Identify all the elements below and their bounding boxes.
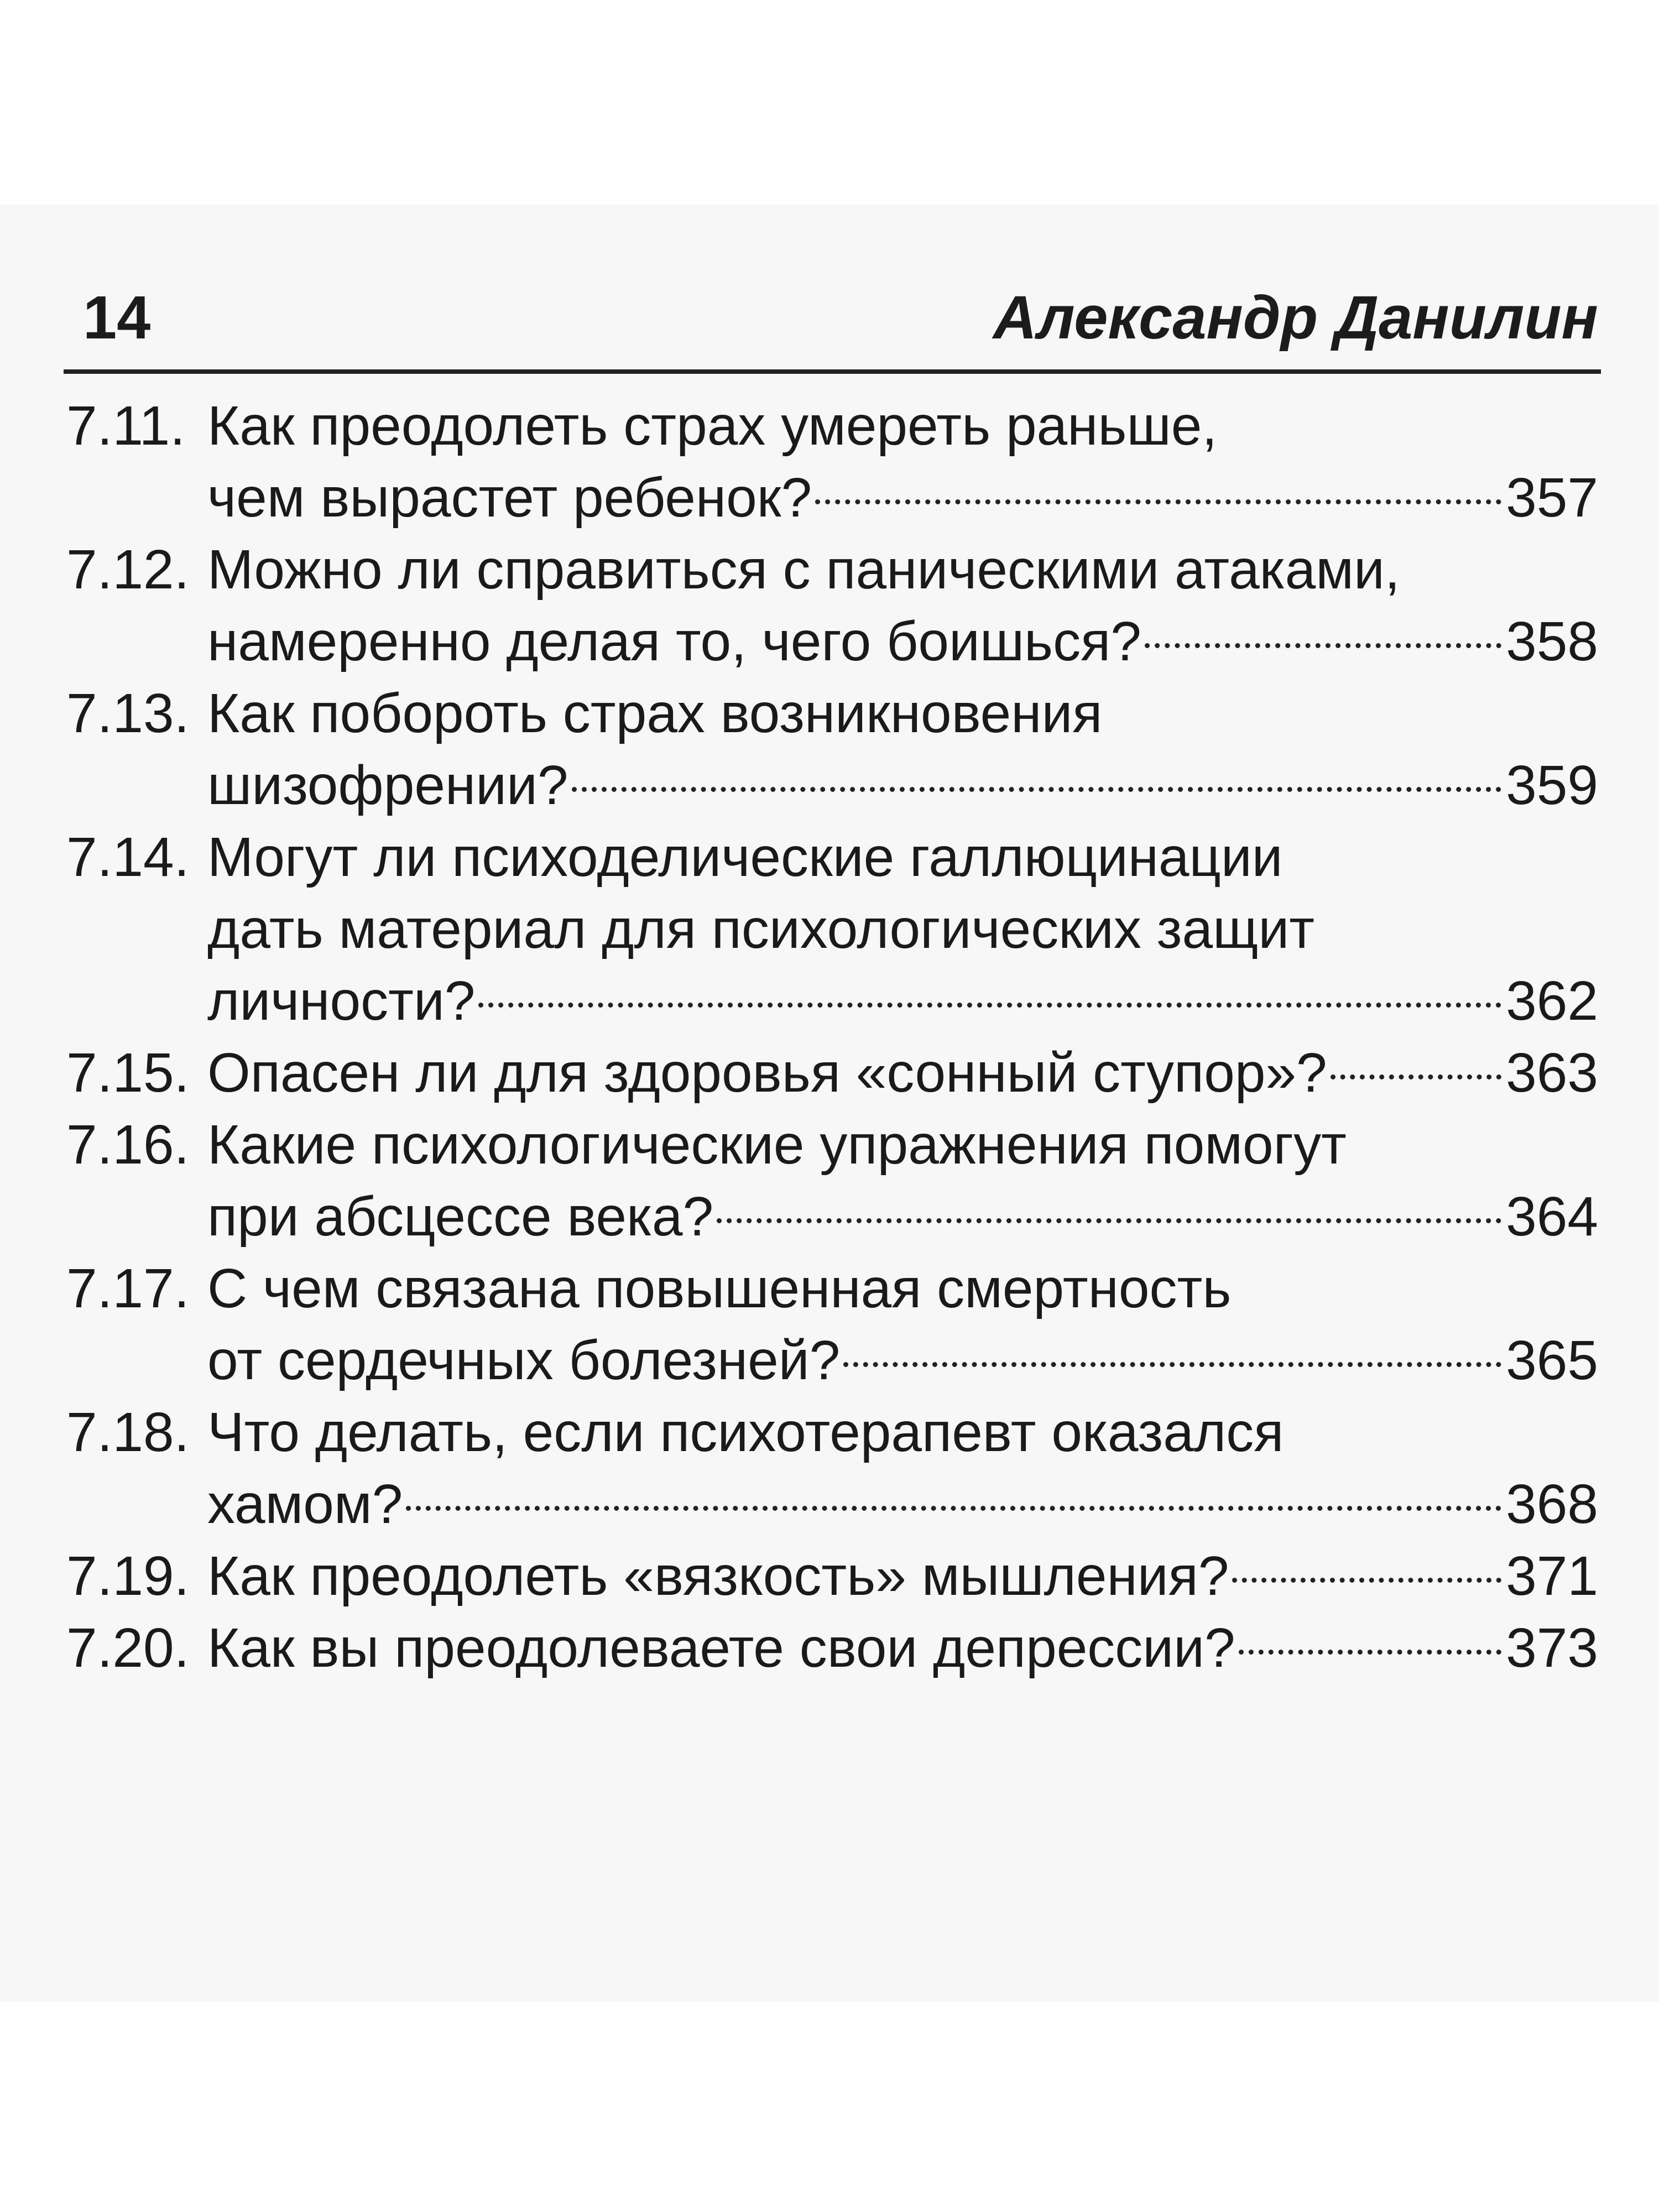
toc-entry-title: Опасен ли для здоровья «сонный ступор»? [207, 1042, 1327, 1104]
toc-entry-title: Могут ли психоделические галлюцинации [207, 826, 1283, 888]
toc-line [66, 965, 1598, 1037]
toc-entry-title: чем вырастет ребенок? [207, 467, 812, 529]
toc-line [66, 1396, 1598, 1468]
toc-entry-title: хамом? [207, 1473, 403, 1535]
toc-entry-title: Как побороть страх возникновения [207, 682, 1103, 744]
toc-entry [66, 1396, 1598, 1540]
dot-leader [1331, 1074, 1501, 1079]
toc-entry-number: 7.15. [66, 1042, 190, 1104]
toc-page-number: 371 [1506, 1545, 1598, 1607]
toc-entry [66, 534, 1598, 677]
toc-entry-number: 7.16. [66, 1114, 190, 1176]
toc-line [66, 1181, 1598, 1253]
toc-entry-number: 7.20. [66, 1617, 190, 1679]
toc-entry-number: 7.11. [66, 395, 185, 457]
toc-entry-number: 7.13. [66, 682, 190, 744]
toc-page-number: 359 [1506, 754, 1598, 816]
toc-entry-title: при абсцессе века? [207, 1186, 714, 1248]
toc-entry-title: Какие психологические упражнения помогут [207, 1114, 1347, 1176]
toc-line [66, 1109, 1598, 1181]
dot-leader [572, 787, 1502, 792]
toc-entry [66, 1540, 1598, 1612]
running-head-author: Александр Данилин [993, 284, 1598, 352]
toc-line [66, 1037, 1598, 1109]
dot-leader [1239, 1650, 1501, 1655]
toc-entry-title: шизофрении? [207, 754, 568, 816]
dot-leader [1145, 643, 1501, 648]
toc-line [66, 1612, 1598, 1684]
toc-page-number: 364 [1506, 1186, 1598, 1248]
toc-page-number: 368 [1506, 1473, 1598, 1535]
toc-line [66, 1253, 1598, 1324]
toc-line [66, 1468, 1598, 1540]
toc-entry-number: 7.17. [66, 1258, 190, 1319]
toc-page-number: 365 [1506, 1329, 1598, 1391]
dot-leader [717, 1218, 1501, 1223]
toc-entry [66, 821, 1598, 1037]
toc-line [66, 534, 1598, 606]
toc-entry [66, 1109, 1598, 1253]
toc-page-number: 358 [1506, 611, 1598, 672]
toc-entry [66, 1253, 1598, 1396]
toc-entry-title: личности? [207, 970, 476, 1032]
toc-entry [66, 1037, 1598, 1109]
toc-entry-title: дать материал для психологических защит [207, 898, 1315, 960]
toc-page-number: 363 [1506, 1042, 1598, 1104]
dot-leader [815, 499, 1501, 504]
dot-leader [478, 1003, 1501, 1008]
toc-entry-title: С чем связана повышенная смертность [207, 1258, 1232, 1319]
toc-entry-number: 7.12. [66, 539, 190, 601]
dot-leader [843, 1362, 1501, 1367]
toc-entry [66, 677, 1598, 821]
toc-entry [66, 1612, 1598, 1684]
header-rule [64, 369, 1601, 374]
toc-line [66, 390, 1598, 462]
toc-line [66, 749, 1598, 821]
toc-line [66, 462, 1598, 534]
toc-entry-title: Как вы преодолеваете свои депрессии? [207, 1617, 1235, 1679]
table-of-contents [66, 390, 1598, 1684]
toc-entry-number: 7.14. [66, 826, 190, 888]
toc-entry-title: Как преодолеть «вязкость» мышления? [207, 1545, 1229, 1607]
toc-line [66, 1540, 1598, 1612]
toc-page-number: 362 [1506, 970, 1598, 1032]
toc-page-number: 373 [1506, 1617, 1598, 1679]
toc-line [66, 606, 1598, 677]
toc-line [66, 821, 1598, 893]
bottom-margin [0, 2002, 1659, 2212]
toc-page-number: 357 [1506, 467, 1598, 529]
toc-entry-title: Как преодолеть страх умереть раньше, [207, 395, 1218, 457]
toc-line [66, 893, 1598, 965]
toc-entry-title: Что делать, если психотерапевт оказался [207, 1401, 1284, 1463]
toc-line [66, 1324, 1598, 1396]
top-margin [0, 0, 1659, 205]
toc-entry-number: 7.19. [66, 1545, 190, 1607]
dot-leader [406, 1506, 1501, 1511]
toc-entry-title: Можно ли справиться с паническими атаками, [207, 539, 1400, 601]
toc-entry-title: от сердечных болезней? [207, 1329, 841, 1391]
toc-entry-title: намеренно делая то, чего боишься? [207, 611, 1141, 672]
toc-entry [66, 390, 1598, 534]
toc-entry-number: 7.18. [66, 1401, 190, 1463]
toc-line [66, 677, 1598, 749]
dot-leader [1232, 1578, 1501, 1583]
page-number: 14 [83, 284, 151, 352]
page-header [0, 271, 1659, 359]
